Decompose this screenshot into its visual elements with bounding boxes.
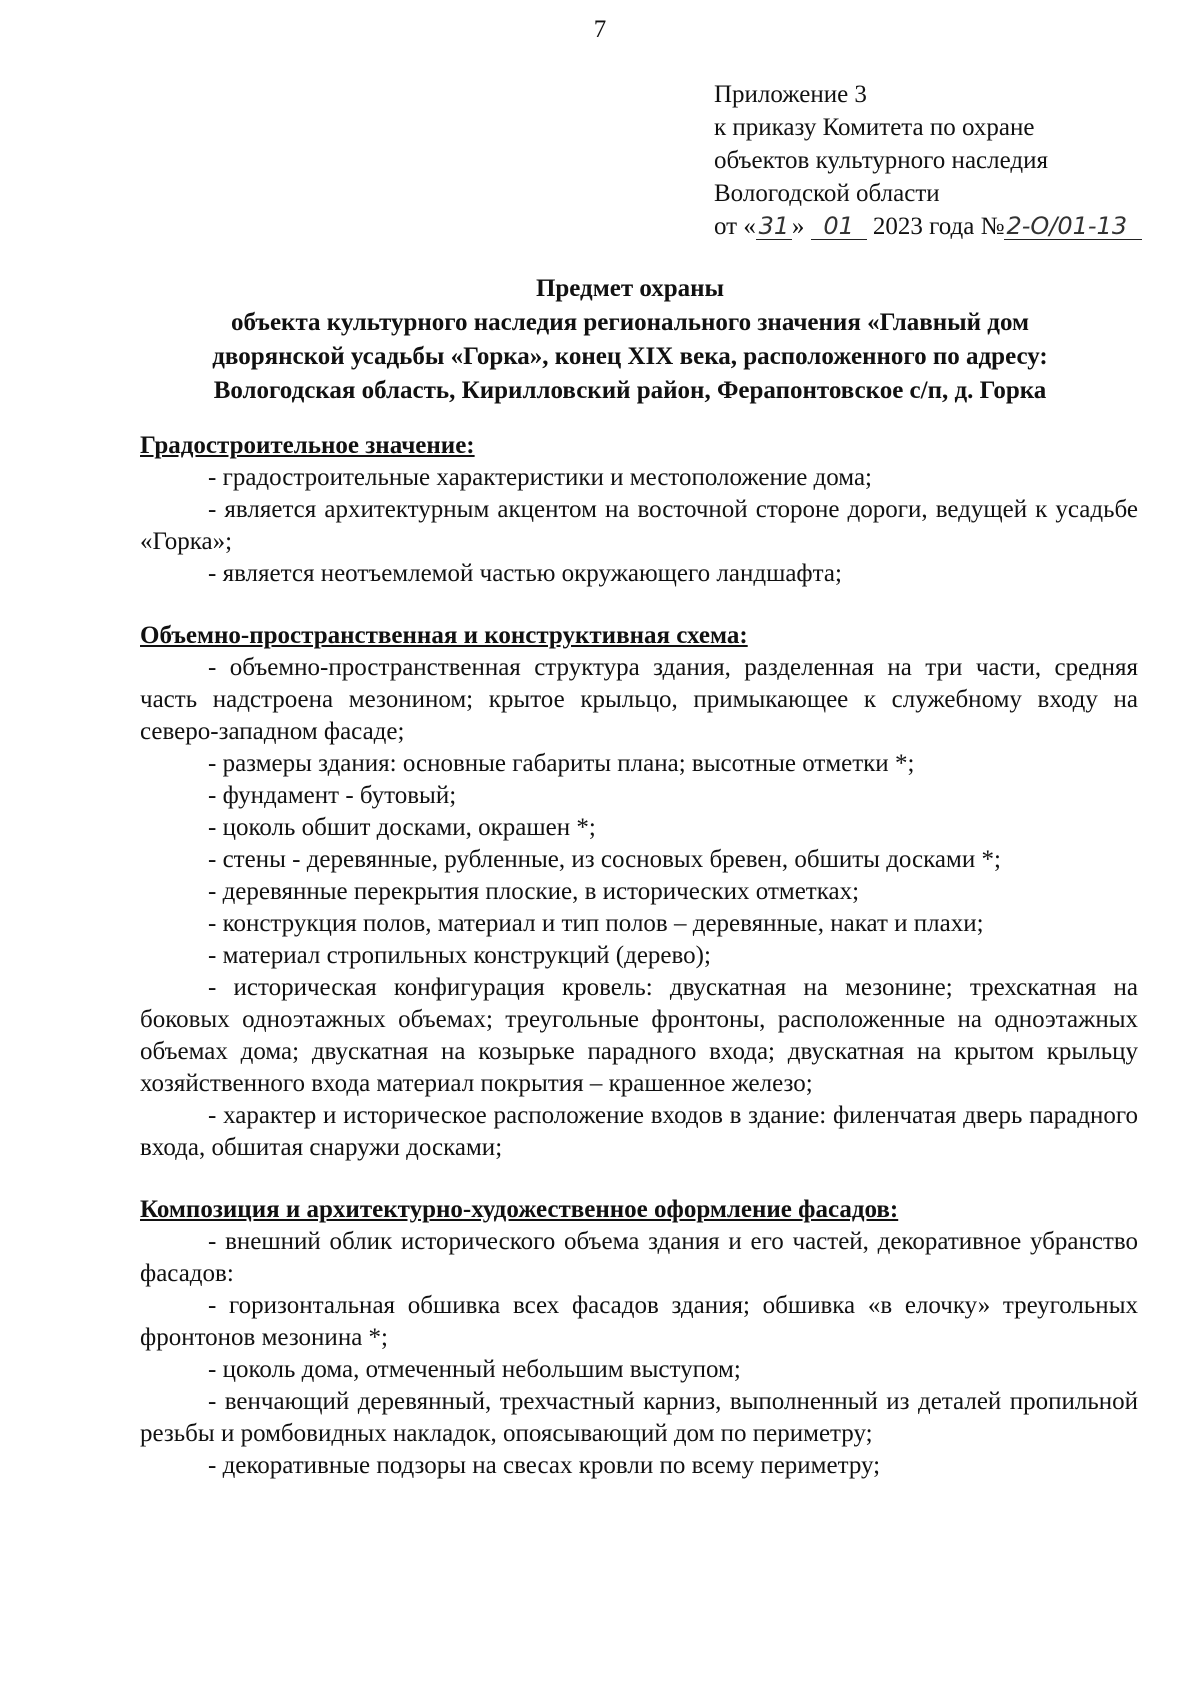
appendix-line: к приказу Комитета по охране: [714, 114, 1035, 141]
appendix-line: Приложение 3: [714, 81, 867, 108]
section-title: Градостроительное значение:: [140, 432, 475, 459]
order-number-handwritten: 2-О/01-13: [1004, 213, 1142, 240]
list-item: - объемно-пространственная структура здания, разделенная на три части, средняя часть надстроена мезонином; крытое крыльцо, примыкающее к служебному входу на северо-западном фасаде;: [140, 654, 1138, 745]
list-item: - является архитектурным акцентом на восточной стороне дороги, ведущей к усадьбе «Горка»;: [140, 496, 1138, 555]
list-item: - размеры здания: основные габариты плана; высотные отметки *;: [208, 750, 915, 777]
section-title: Композиция и архитектурно-художественное оформление фасадов:: [140, 1196, 899, 1223]
section-title: Объемно-пространственная и конструктивная схема:: [140, 622, 748, 649]
list-item: - декоративные подзоры на свесах кровли по всему периметру;: [208, 1452, 881, 1479]
list-item: - является неотъемлемой частью окружающего ландшафта;: [208, 560, 842, 587]
list-item: - характер и историческое расположение входов в здание: филенчатая дверь парадного входа, обшитая снаружи досками;: [140, 1102, 1138, 1161]
list-item: - материал стропильных конструкций (дерево);: [208, 942, 711, 969]
title-line: дворянской усадьбы «Горка», конец XIX века, расположенного по адресу:: [212, 343, 1048, 370]
list-item: - градостроительные характеристики и местоположение дома;: [208, 464, 872, 491]
appendix-line: Вологодской области: [714, 180, 940, 207]
date-month-handwritten: 01: [811, 213, 867, 240]
list-item: - стены - деревянные, рубленные, из сосновых бревен, обшиты досками *;: [208, 846, 1001, 873]
section-urban-planning: [140, 430, 1138, 590]
list-item: - конструкция полов, материал и тип полов – деревянные, накат и плахи;: [208, 910, 984, 937]
appendix-line: объектов культурного наследия: [714, 147, 1048, 174]
date-day-handwritten: 31: [756, 213, 792, 240]
list-item: - фундамент - бутовый;: [208, 782, 457, 809]
title-line: объекта культурного наследия регионального значения «Главный дом: [231, 309, 1029, 336]
page-number: 7: [593, 16, 607, 43]
title-line: Вологодская область, Кирилловский район, Ферапонтовское с/п, д. Горка: [213, 377, 1047, 404]
appendix-header: [714, 78, 1184, 243]
section-volume-structure: [140, 620, 1138, 1164]
list-item: - деревянные перекрытия плоские, в исторических отметках;: [208, 878, 860, 905]
appendix-date-line: [714, 210, 1184, 243]
list-item: - горизонтальная обшивка всех фасадов здания; обшивка «в елочку» треугольных фронтонов мезонина *;: [140, 1292, 1138, 1351]
list-item: - внешний облик исторического объема здания и его частей, декоративное убранство фасадов:: [140, 1228, 1138, 1287]
list-item: - цоколь обшит досками, окрашен *;: [208, 814, 596, 841]
date-mid: »: [791, 213, 811, 240]
document-body: [140, 430, 1138, 1512]
list-item: - цоколь дома, отмеченный небольшим выступом;: [208, 1356, 741, 1383]
document-title: [130, 272, 1130, 408]
list-item: - историческая конфигурация кровель: двускатная на мезонине; трехскатная на боковых одноэтажных объемах; треугольные фронтоны, расположенные на одноэтажных объемах дома; двускатная на козырьке парадного входа; двускатная на крытом крыльцу хозяйственного входа материал покрытия – крашенное железо;: [140, 974, 1138, 1097]
date-year: 2023 года №: [866, 213, 1005, 240]
title-line: Предмет охраны: [535, 275, 725, 302]
date-prefix: от «: [714, 213, 756, 240]
list-item: - венчающий деревянный, трехчастный карниз, выполненный из деталей пропильной резьбы и ромбовидных накладок, опоясывающий дом по периметру;: [140, 1388, 1138, 1447]
section-facade-composition: [140, 1194, 1138, 1482]
